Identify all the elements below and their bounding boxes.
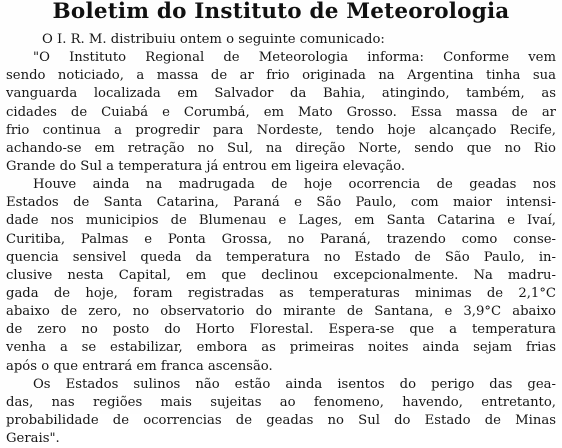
text-line: Gerais". <box>6 431 60 447</box>
text-line: dade nos municipios de Blumenau e Lages, em Santa Catarina e Ivaí, <box>6 213 556 229</box>
text-line: venha a se estabilizar, embora as primeiras noites ainda sejam frias <box>6 340 556 356</box>
text-line: Houve ainda na madrugada de hoje ocorrencia de geadas nos <box>33 177 556 193</box>
text-line: frio continua a progredir para Nordeste, tendo hoje alcançado Recife, <box>6 122 556 138</box>
text-line: "O Instituto Regional de Meteorologia informa: Conforme vem <box>33 50 556 66</box>
text-line: Curitiba, Palmas e Ponta Grossa, no Paraná, trazendo como conse- <box>6 231 556 247</box>
text-line: das, nas regiões mais sujeitas ao fenomeno, havendo, entretanto, <box>6 394 556 410</box>
text-line: Estados de Santa Catarina, Paraná e São Paulo, com maior intensi- <box>6 195 556 211</box>
text-line: quencia sensivel queda da temperatura no Estado de São Paulo, in- <box>6 249 556 265</box>
article-headline: Boletim do Instituto de Meteorologia <box>52 0 510 24</box>
text-line: sendo noticiado, a massa de ar frio originada na Argentina tinha sua <box>6 68 556 84</box>
article-body <box>6 31 556 448</box>
text-line: O I. R. M. distribuiu ontem o seguinte comunicado: <box>42 32 385 47</box>
text-line: gada de hoje, foram registradas as temperaturas minimas de 2,1°C <box>6 285 556 301</box>
text-line: vanguarda localizada em Salvador da Bahia, atingindo, também, as <box>6 86 556 102</box>
article-paragraph <box>6 31 556 49</box>
text-line: Os Estados sulinos não estão ainda isentos do perigo das gea- <box>33 376 556 392</box>
text-line: achando-se em retração no Sul, na direção Norte, sendo que no Rio <box>6 140 556 156</box>
article-paragraph <box>6 376 556 448</box>
text-line: após o que entrará em franca ascensão. <box>6 358 273 374</box>
text-line: clusive nesta Capital, em que declinou excepcionalmente. Na madru- <box>6 267 556 283</box>
text-line: probabilidade de ocorrencias de geadas no Sul do Estado de Minas <box>6 412 556 428</box>
text-line: abaixo de zero, no observatorio do mirante de Santana, e 3,9°C abaixo <box>6 304 556 320</box>
article-paragraph <box>6 49 556 176</box>
text-line: Grande do Sul a temperatura já entrou em ligeira elevação. <box>6 158 406 174</box>
text-line: de zero no posto do Horto Florestal. Espera-se que a temperatura <box>6 322 556 338</box>
article-paragraph <box>6 176 556 376</box>
text-line: cidades de Cuiabá e Corumbá, em Mato Grosso. Essa massa de ar <box>6 104 556 120</box>
